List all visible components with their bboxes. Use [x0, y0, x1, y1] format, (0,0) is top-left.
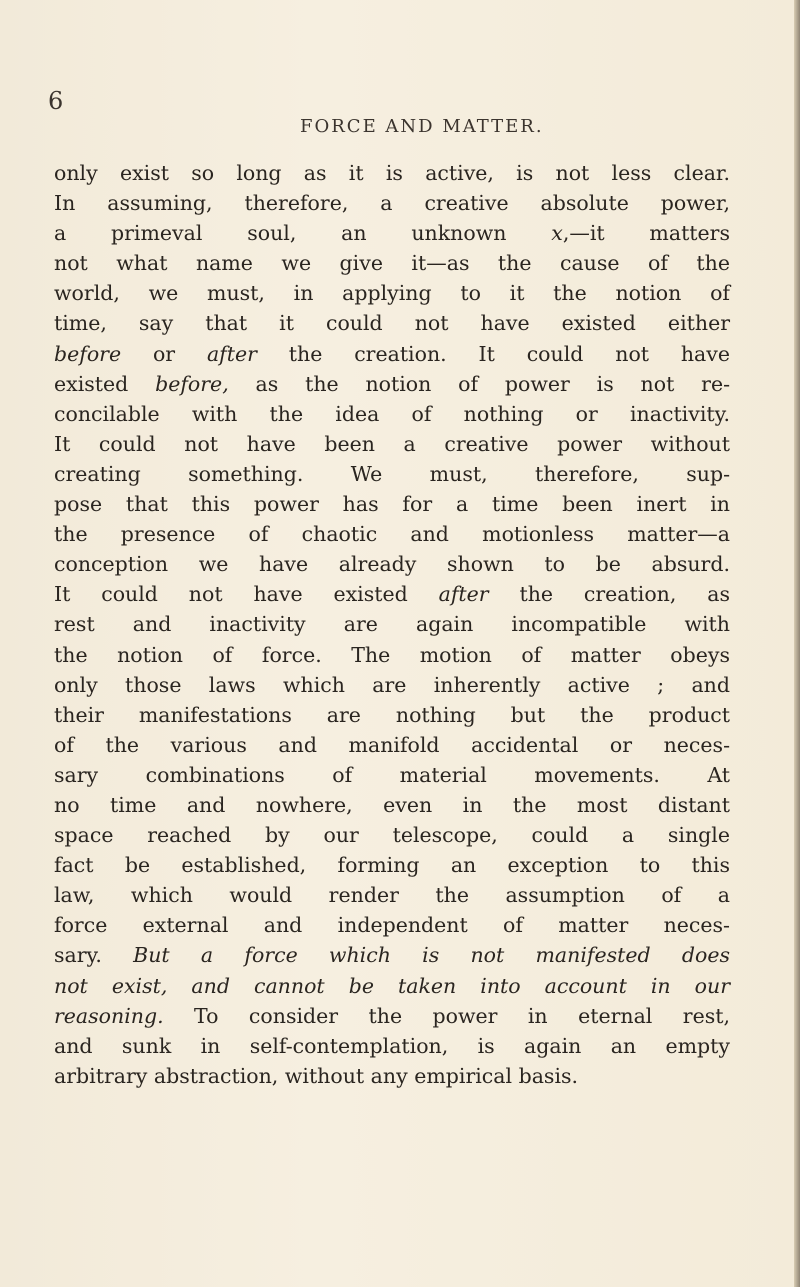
text-segment: conception we have already shown to be absurd.	[54, 552, 730, 577]
text-segment: To consider the power in eternal rest,	[163, 1003, 730, 1028]
italic-text: after	[206, 341, 257, 366]
text-line	[54, 760, 730, 790]
text-line	[54, 158, 730, 188]
text-line	[54, 339, 730, 369]
text-line	[54, 489, 730, 519]
text-segment: law, which would render the assumption of a	[54, 883, 730, 908]
text-segment: not what name we give it—as the cause of the	[54, 251, 730, 276]
text-line	[54, 308, 730, 338]
text-segment: and sunk in self-contemplation, is again an empty	[54, 1033, 730, 1058]
text-line	[54, 188, 730, 218]
body-text	[54, 158, 730, 1091]
italic-text: after	[438, 582, 489, 607]
text-segment: of the various and manifold accidental or neces-	[54, 732, 730, 757]
text-line	[54, 730, 730, 760]
text-segment: arbitrary abstraction, without any empirical basis.	[54, 1063, 579, 1088]
text-line	[54, 429, 730, 459]
text-segment: pose that this power has for a time been inert in	[54, 492, 730, 517]
text-line	[54, 579, 730, 609]
running-title: FORCE AND MATTER.	[300, 116, 544, 137]
text-segment: world, we must, in applying to it the notion of	[54, 281, 730, 306]
text-segment: concilable with the idea of nothing or inactivity.	[54, 401, 730, 426]
text-segment: the creation. It could not have	[256, 341, 730, 366]
italic-text: But a force which is not manifested does	[133, 943, 730, 968]
text-line	[54, 218, 730, 248]
italic-text: not exist, and cannot be taken into account in our	[54, 973, 730, 998]
page-number: 6	[48, 87, 64, 115]
text-line	[54, 971, 730, 1001]
text-line	[54, 790, 730, 820]
text-line	[54, 369, 730, 399]
text-segment: or	[121, 341, 207, 366]
text-segment: It could not have existed	[54, 582, 439, 607]
text-line	[54, 850, 730, 880]
italic-text: x	[551, 221, 563, 246]
text-line	[54, 910, 730, 940]
text-segment: the presence of chaotic and motionless matter—a	[54, 522, 730, 547]
text-line	[54, 820, 730, 850]
text-segment: In assuming, therefore, a creative absolute power,	[54, 191, 730, 216]
text-line	[54, 1061, 730, 1091]
text-segment: space reached by our telescope, could a single	[54, 823, 730, 848]
text-segment: time, say that it could not have existed either	[54, 311, 730, 336]
text-segment: their manifestations are nothing but the product	[54, 702, 730, 727]
text-line	[54, 399, 730, 429]
text-segment: no time and nowhere, even in the most distant	[54, 792, 730, 817]
text-segment: only exist so long as it is active, is not less clear.	[54, 161, 730, 185]
text-segment: creating something. We must, therefore, sup-	[54, 461, 730, 486]
text-segment: as the notion of power is not re-	[228, 371, 731, 396]
text-segment: ,—it matters	[562, 221, 730, 246]
page-edge	[794, 0, 800, 1287]
text-line	[54, 248, 730, 278]
text-line	[54, 519, 730, 549]
text-segment: rest and inactivity are again incompatible with	[54, 612, 730, 637]
text-line	[54, 940, 730, 970]
text-line	[54, 880, 730, 910]
text-segment: only those laws which are inherently active ; and	[54, 672, 730, 697]
text-segment: sary combinations of material movements. At	[54, 762, 730, 787]
italic-text: reasoning.	[54, 1003, 164, 1028]
text-segment: force external and independent of matter neces-	[54, 913, 730, 938]
text-segment: the creation, as	[488, 582, 730, 607]
text-line	[54, 640, 730, 670]
text-line	[54, 278, 730, 308]
text-segment: sary.	[54, 943, 134, 968]
text-line	[54, 1031, 730, 1061]
italic-text: before	[54, 341, 122, 366]
text-segment: existed	[54, 371, 156, 396]
text-segment: the notion of force. The motion of matter obeys	[54, 642, 730, 667]
text-line	[54, 670, 730, 700]
text-segment: fact be established, forming an exception to this	[54, 853, 730, 878]
text-segment: It could not have been a creative power without	[54, 431, 730, 456]
text-line	[54, 700, 730, 730]
italic-text: before,	[155, 371, 229, 396]
text-segment: a primeval soul, an unknown	[54, 221, 552, 246]
text-line	[54, 1001, 730, 1031]
text-line	[54, 549, 730, 579]
text-line	[54, 609, 730, 639]
text-line	[54, 459, 730, 489]
